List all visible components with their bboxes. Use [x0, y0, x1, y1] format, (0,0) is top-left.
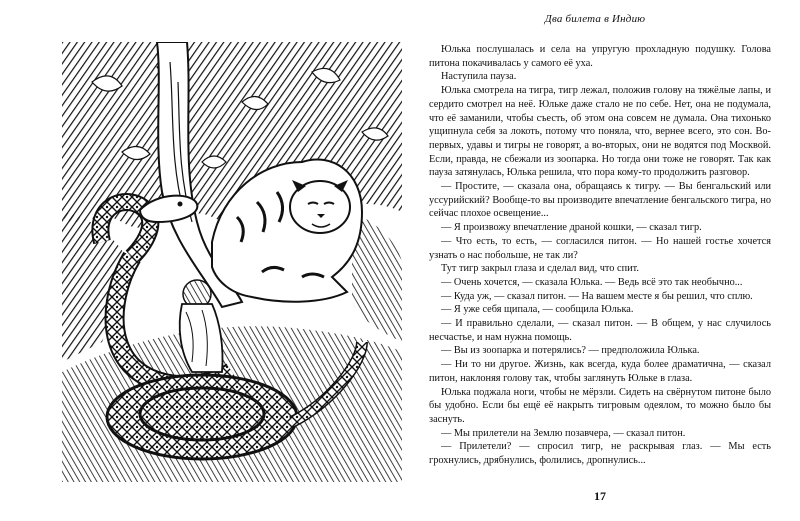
- illustration-tiger-python-girl: [62, 42, 402, 482]
- paragraph: — Я уже себя щипала, — сообщила Юлька.: [441, 304, 634, 316]
- paragraph: — И правильно сделали, — сказал питон. — В общем, у нас случилось несчастье, и нам нужна помощь.: [429, 318, 771, 343]
- text-column: [429, 43, 771, 468]
- page-number: 17: [594, 489, 606, 503]
- paragraph: — Вы из зоопарка и потерялись? — предположила Юлька.: [441, 345, 700, 357]
- paragraph: — Очень хочется, — сказала Юлька. — Ведь всё это так необычно...: [441, 276, 743, 288]
- paragraph: Юлька поджала ноги, чтобы не мёрзли. Сидеть на свёрнутом питоне было бы удобно. Если бы ещё её накрыть тигровым одеялом, то можно было бы заснуть.: [429, 386, 771, 425]
- paragraph: Тут тигр закрыл глаза и сделал вид, что спит.: [441, 263, 639, 275]
- paragraph: — Мы прилетели на Землю позавчера, — сказал питон.: [441, 427, 686, 439]
- paragraph: — Куда уж, — сказал питон. — На вашем месте я бы решил, что сплю.: [441, 290, 753, 302]
- paragraph: Юлька послушалась и села на упругую прохладную подушку. Голова питона покачивалась у самого её уха.: [429, 44, 771, 69]
- paragraph: — Что есть, то есть, — согласился питон. — Но нашей гостье хочется узнать о нас побольше, не так ли?: [429, 235, 771, 261]
- ink-drawing: [62, 42, 402, 482]
- paragraph: Юлька смотрела на тигра, тигр лежал, положив голову на тяжёлые лапы, и сердито смотрел на неё. Юльке даже стало не по себе. Нет, она не подумала, что её заманили, чтобы съесть, об этом она совсем не думала. Она тихонько ущипнула себя за локоть, потому что поняла, что, вернее всего, это сон. Во-первых, удавы и тигры не говорят, а во-вторых, они не водятся под Москвой. Если, правда, не сбежали из зоопарка. Но тогда они тоже не говорят. Так как пауза затянулась, Юлька решила, что пора кому-то продолжить разговор.: [429, 85, 771, 179]
- paragraph: — Я произвожу впечатление драной кошки, — сказал тигр.: [441, 222, 702, 234]
- running-head: Два билета в Индию: [544, 13, 646, 25]
- paragraph: — Прилетели? — спросил тигр, не раскрывая глаз. — Мы есть грохнулись, дрябнулись, фолились, дропнулись...: [429, 441, 771, 467]
- paragraph: — Простите, — сказала она, обращаясь к тигру. — Вы бенгальский или уссурийский? Вообще-то вы производите впечатление бенгальского тигра, но сейчас плохое освещение...: [429, 181, 771, 220]
- paragraph: Наступила пауза.: [441, 71, 517, 83]
- paragraph: — Ни то ни другое. Жизнь, как всегда, куда более драматична, — сказал питон, наклоняя голову так, чтобы заглянуть Юльке в глаза.: [429, 359, 771, 384]
- girl-body: [180, 304, 223, 372]
